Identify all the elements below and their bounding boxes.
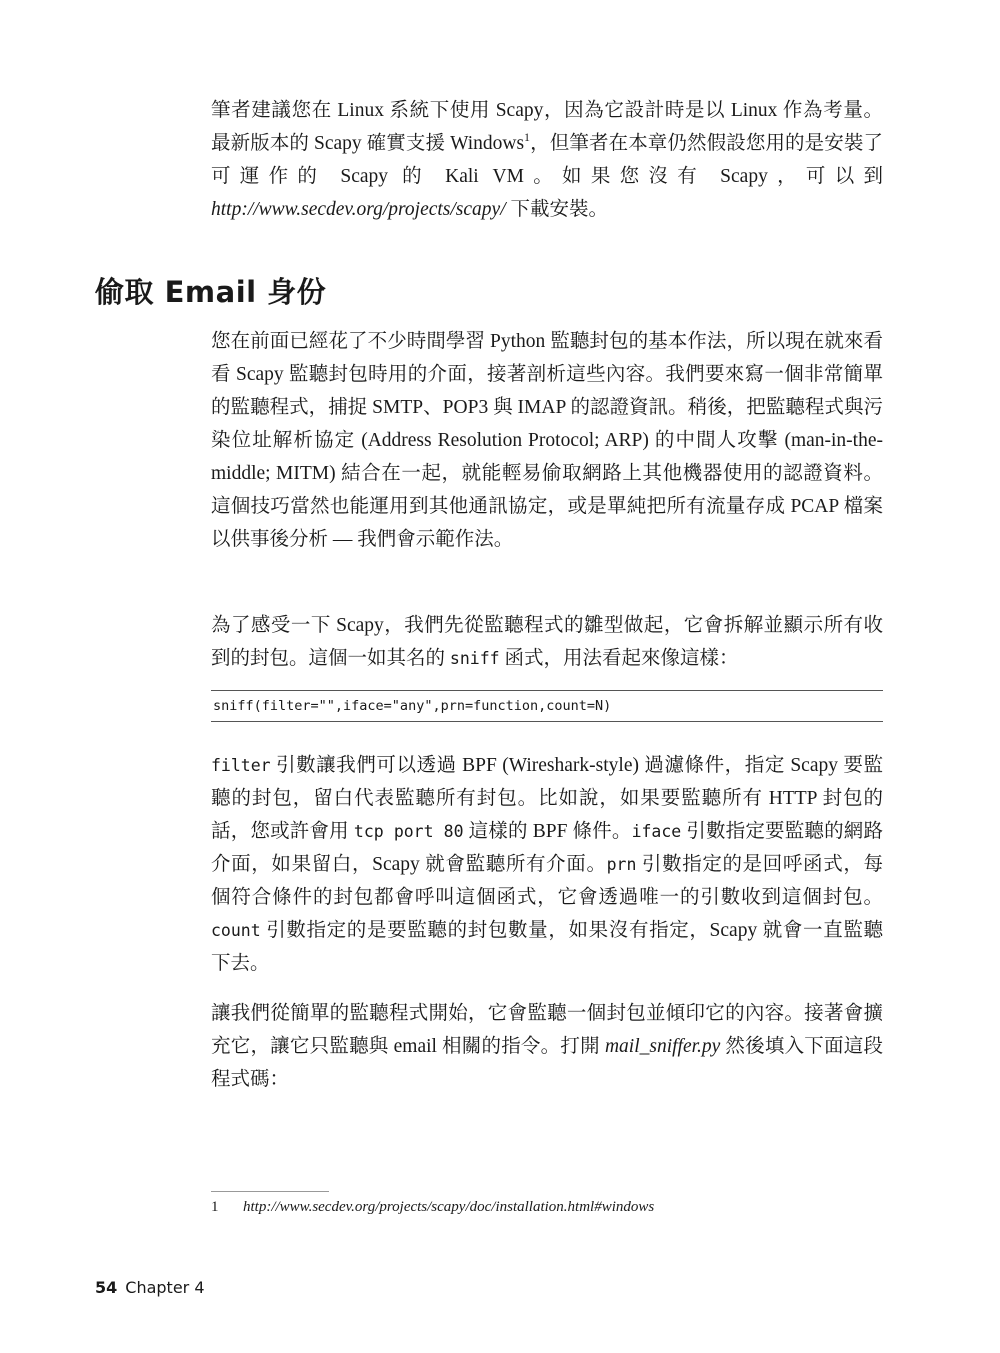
page-footer xyxy=(95,1278,205,1297)
chapter-label: Chapter 4 xyxy=(125,1278,205,1297)
code-line: sniff(filter="",iface="any",prn=function,count=N) xyxy=(213,698,612,714)
section-heading: 偷取 Email 身份 xyxy=(95,275,327,309)
scapy-url-link[interactable]: http://www.secdev.org/projects/scapy/ xyxy=(211,199,506,220)
intro-text-1: 筆者建議您在 Linux 系統下使用 Scapy，因為它設計時是以 Linux 作為考量。最新版本的 Scapy 確實支援 Windows xyxy=(211,100,883,154)
paragraph-4-text-1: 讓我們從簡單的監聽程式開始，它會監聽一個封包並傾印它的內容。接著會擴充它，讓它只監聽與 email 相關的指令。打開 xyxy=(211,1003,883,1057)
footnote-ref[interactable]: 1 xyxy=(524,130,531,144)
footnote-divider xyxy=(211,1191,329,1192)
footnote-number: 1 xyxy=(211,1199,219,1215)
paragraph-3-text-4: 引數指定的是回呼函式，每個符合條件的封包都會呼叫這個函式，它會透過唯一的引數收到這個封包。 xyxy=(211,854,883,908)
paragraph-3-text-5: 引數指定的是要監聽的封包數量，如果沒有指定，Scapy 就會一直監聽下去。 xyxy=(211,920,883,974)
footnote xyxy=(211,1199,654,1216)
paragraph-3-text-2: 這樣的 BPF 條件。 xyxy=(463,821,632,842)
prn-code: prn xyxy=(606,855,637,874)
paragraph-4 xyxy=(211,997,883,1096)
code-block xyxy=(211,690,883,722)
paragraph-4-text-2: 然後填入下面這段程式碼： xyxy=(211,1036,883,1090)
paragraph-2 xyxy=(211,609,883,675)
filter-code: filter xyxy=(211,756,271,775)
paragraph-3 xyxy=(211,749,883,980)
paragraph-2-text-2: 函式，用法看起來像這樣： xyxy=(499,648,739,669)
paragraph-3-text-3: 引數指定要監聽的網路介面，如果留白，Scapy 就會監聽所有介面。 xyxy=(211,821,883,875)
paragraph-1 xyxy=(211,325,883,556)
sniff-code: sniff xyxy=(449,649,500,668)
tcp-port-code: tcp port 80 xyxy=(353,822,464,841)
paragraph-2-text-1: 為了感受一下 Scapy，我們先從監聽程式的雛型做起，它會拆解並顯示所有收到的封包。這個一如其名的 xyxy=(211,615,883,669)
iface-code: iface xyxy=(631,822,682,841)
footnote-url-link[interactable]: http://www.secdev.org/projects/scapy/doc/installation.html#windows xyxy=(243,1199,655,1215)
intro-text-2: ，但筆者在本章仍然假設您用的是安裝了可運作的 Scapy 的 Kali VM。如果您沒有 Scapy，可以到 xyxy=(211,133,883,187)
paragraph-3-text-1: 引數讓我們可以透過 BPF (Wireshark-style) 過濾條件，指定 Scapy 要監聽的封包，留白代表監聽所有封包。比如說，如果要監聽所有 HTTP 封包的話，您或許會用 xyxy=(211,755,883,842)
filename: mail_sniffer.py xyxy=(604,1036,721,1057)
count-code: count xyxy=(211,921,261,940)
paragraph-1-text: 您在前面已經花了不少時間學習 Python 監聽封包的基本作法，所以現在就來看看 Scapy 監聽封包時用的介面，接著剖析這些內容。我們要來寫一個非常簡單的監聽程式，捕捉 SMTP、POP3 與 IMAP 的認證資訊。稍後，把監聽程式與污染位址解析協定 (Address Resolution Protocol; ARP) 的中間人攻擊 (man-in-the-middle; MITM) 結合在一起，就能輕易偷取網路上其他機器使用的認證資料。這個技巧當然也能運用到其他通訊協定，或是單純把所有流量存成 PCAP 檔案以供事後分析 — 我們會示範作法。 xyxy=(211,331,883,550)
intro-paragraph xyxy=(211,94,883,226)
intro-text-3: 下載安裝。 xyxy=(505,199,609,220)
page-number: 54 xyxy=(95,1278,118,1297)
